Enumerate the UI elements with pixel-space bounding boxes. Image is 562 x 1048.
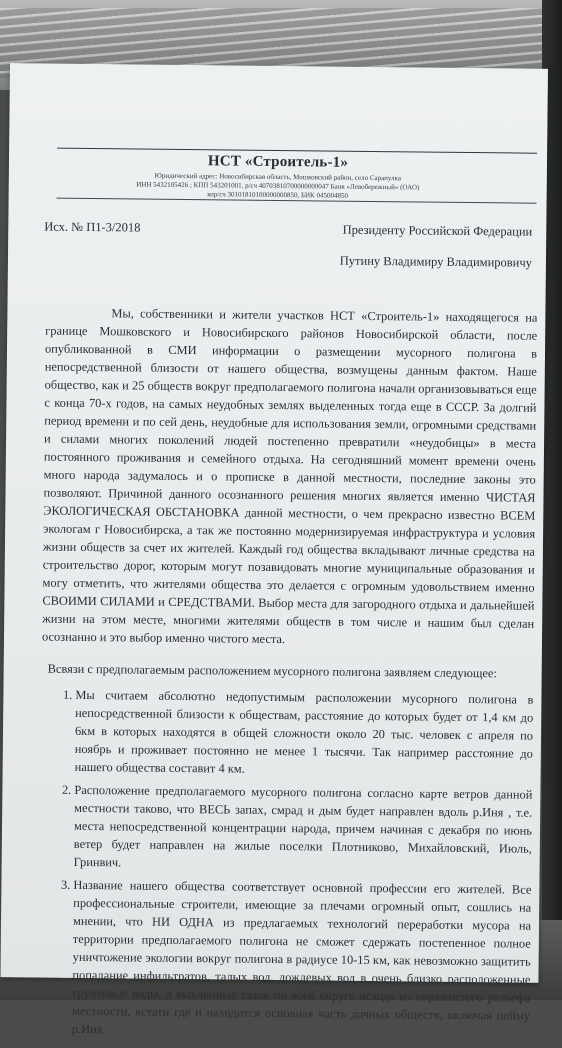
statement-lead-in: Всвязи с предполагаемым расположением мусорного полигона заявляем следующее:: [47, 661, 497, 681]
letter-body: [38, 304, 538, 1048]
list-item: 2. Расположение предполагаемого мусорного полигона согласно карте ветров данной местности таково, что ВЕСЬ запах, смрад и дым будет направлен вдоль р.Иня , т.е. места непосредственной концентрации народа, причем начиная с декабря по июнь ветер будет направлен на жилые поселки Плотниково, Михайловский, Июль, Гринвич.: [74, 781, 533, 876]
list-item: 3. Название нашего общества соответствует основной профессии его жителей. Все профессиональные строители, имеющие за плечами огромный опыт, сошлись на мнении, что НИ ОДНА из предлагаемых технологий переработки мусора на территории предполагаемого полигона не сможет сдержать постепенное полное уничтожение экологии вокруг полигона в радиусе 10-15 км, как невозможно защитить попадание инфильтратов, талых вод, дождевых вод в очень близко расположенные грунтовые воды, а выхлопных газов по всей округе исходя из овражистого рельефа местности, кстати где и находится основная часть дачных обществ, включая пойму р.Иня.: [72, 876, 532, 1043]
intro-paragraph: Мы, собственники и жители участков НСТ «Строитель-1» находящегося на границе Мошковского и Новосибирского районов Новосибирской области, после опубликованной в СМИ информации о размещении мусорного полигона в непосредственной близости от нашего общества, возмущены данным фактом. Наше общество, как и 25 обществ вокруг предполагаемого полигона начали организовываться еще с конца 70-х годов, на самых неудобных землях выделенных тогда еще в СССР. За долгий период времени и по сей день, неудобные для использования земли, огромными средствами и силами многих поколений людей постепенно превратили «неудобицы» в места постоянного проживания и семейного отдыха. На сегодняшний момент времени очень много народа задумалось и о прописке в данной местности, последние законы это позволяют. Причиной данного осознанного решения многих является именно ЧИСТАЯ ЭКОЛОГИЧЕСКАЯ ОБСТАНОВКА данной местности, о чем прекрасно известно ВСЕМ экологам г Новосибирска, а так же постоянно модернизируемая инфраструктура и условия жизни обществ за счет их жителей. Каждый год общества вкладывают личные средства на строительство дорог, которым могут позавидовать многие муниципальные образования и могу отметить, что жителями общества это делается с огромным удовольствием именно СВОИМИ СИЛАМИ и СРЕДСТВАМИ. Выбор места для загородного отдыха и дальнейшей жизни на этом месте, многими жителями обществ в том числе и нашим был сделан осознанно и это выбор именно чистого места.: [41, 306, 538, 647]
claims-list: [38, 686, 534, 1043]
list-item: 1. Мы считаем абсолютно недопустимым расположении мусорного полигона в непосредственной близости к обществам, расстояние до которых будет от 1,4 км до 6км в которых находятся в общей сложности около 20 тыс. человек с апреля по ноябрь и проживает постоянно не менее 1 тысячи. Так например расстояние до нашего общества составит 4 км.: [75, 686, 534, 781]
letterhead-address: Юридический адрес: Новосибирская область, Мошковский район, село Сарапулка: [154, 171, 402, 183]
addressee-name: Путину Владимиру Владимировичу: [339, 253, 533, 270]
letter-page: [0, 63, 548, 1037]
organization-name: НСТ «Строитель-1»: [207, 153, 349, 171]
outgoing-reference-number: Исх. № П1-3/2018: [44, 219, 141, 235]
addressee-title: Президенту Российской Федерации: [342, 222, 533, 239]
letterhead-bank-details: ИНН 5432105426 ; КПП 543201001, р/сч 40703810700000000047 Банк «Левобережный» (ОАО): [136, 180, 420, 192]
letterhead-correspondent-account: кор/сч 30101810100000000850, БИК 045004850: [207, 190, 349, 200]
